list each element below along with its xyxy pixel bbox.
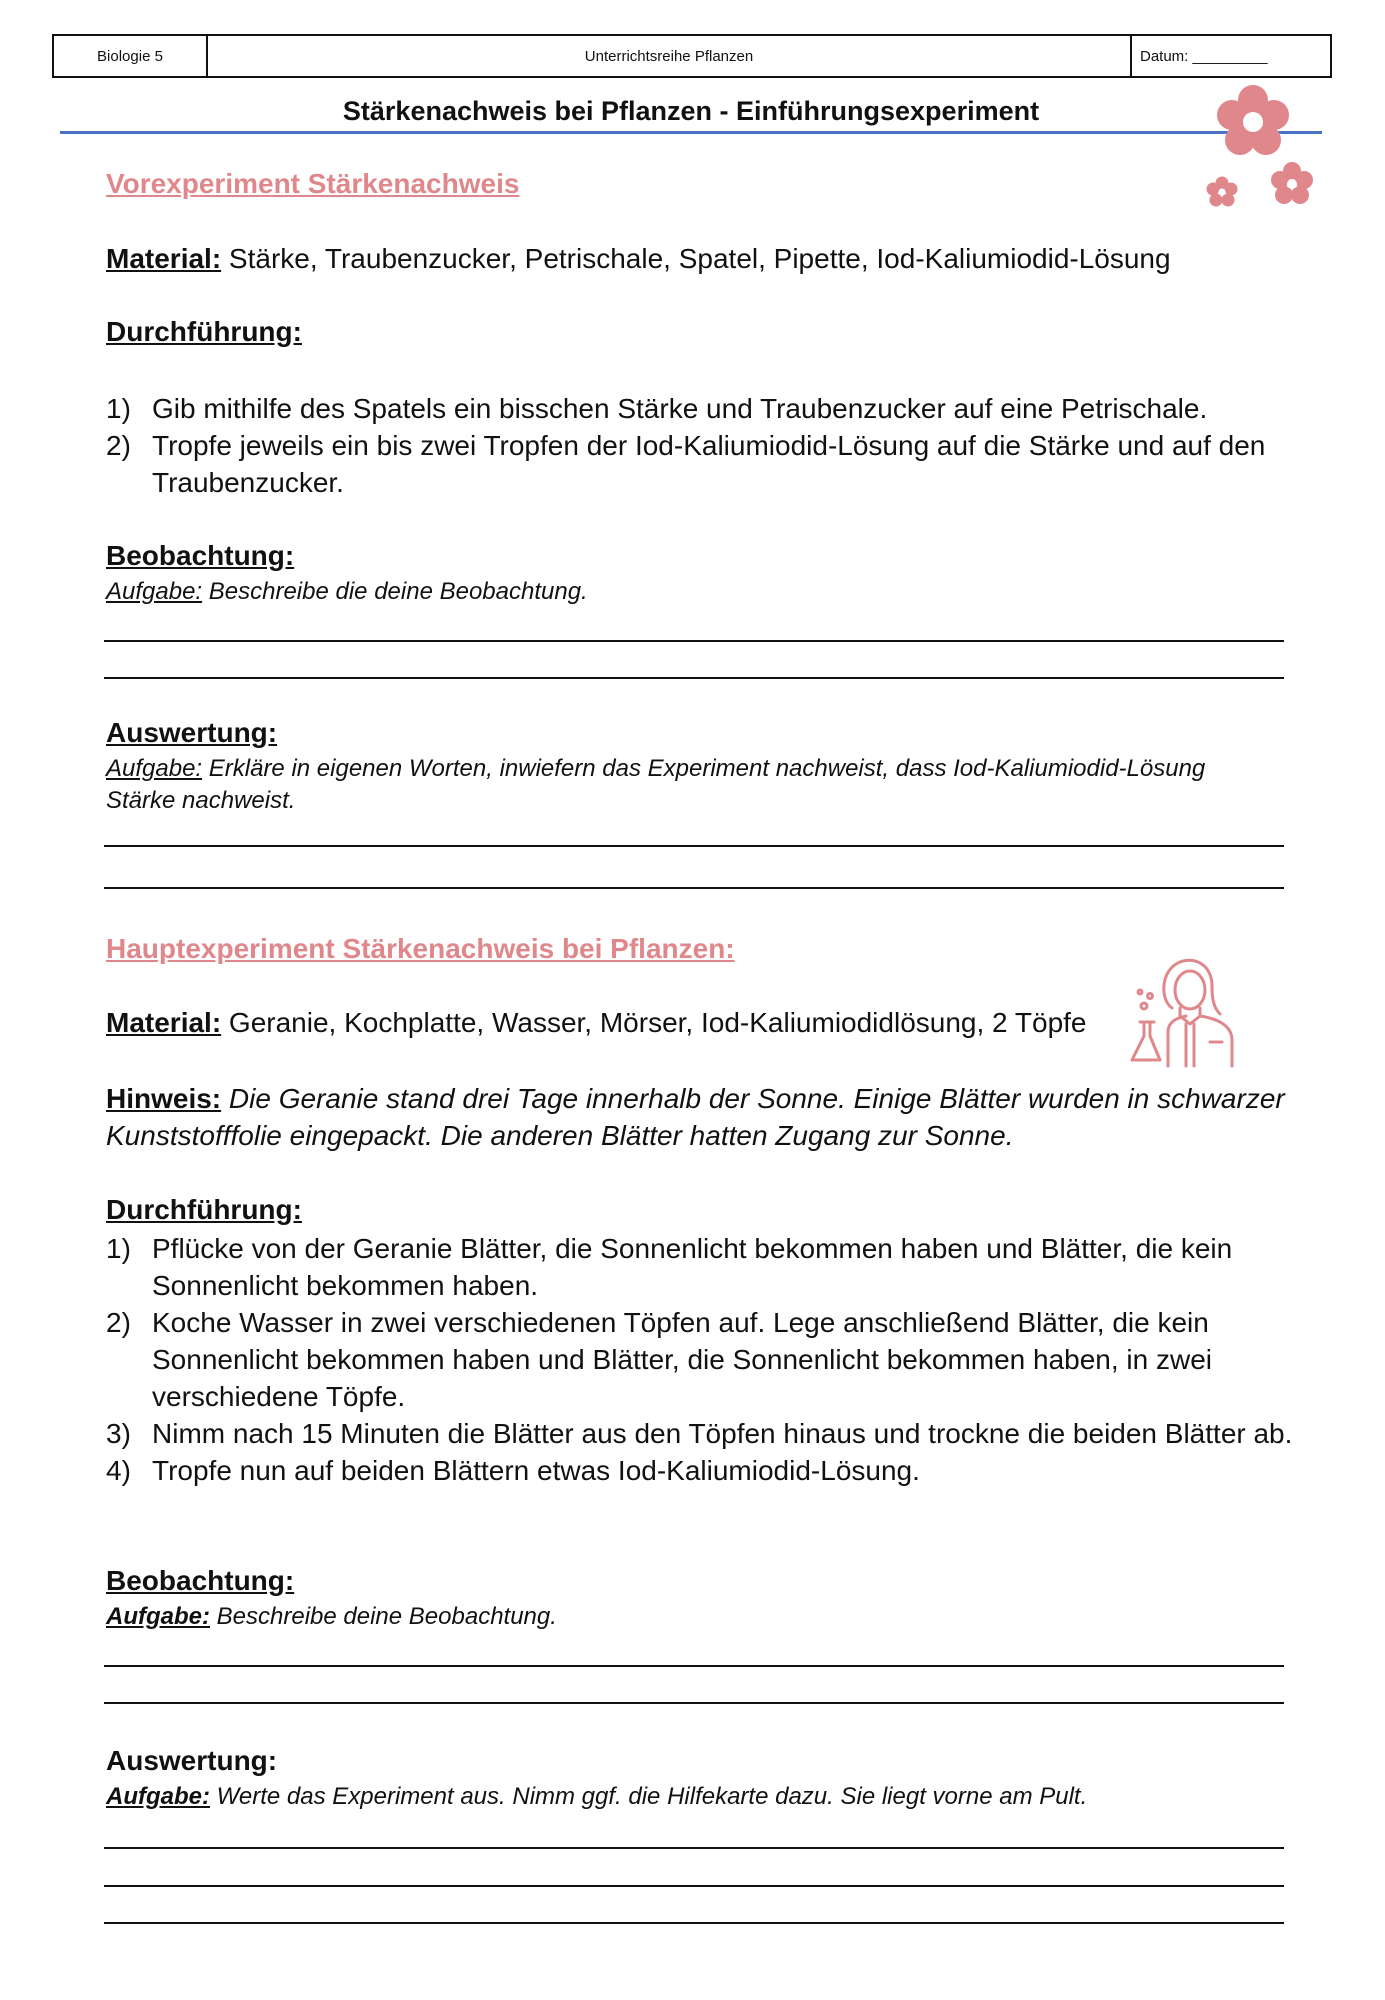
main-section-title: Hauptexperiment Stärkenachweis bei Pflanzen: [106, 933, 735, 964]
pre-procedure-heading: Durchführung: [106, 316, 302, 347]
task-label: Aufgabe: [106, 578, 203, 605]
flowers-icon [1200, 82, 1340, 218]
list-item: 2) Koche Wasser in zwei verschiedenen Töpfen auf. Lege anschließend Blätter, die kein Sonnenlicht bekommen haben und Blätter, die Sonnenlicht bekommen haben, in zwei verschiedene Töpfe. [106, 1307, 1213, 1412]
list-item: 2) Tropfe jeweils ein bis zwei Tropfen der Iod-Kaliumiodid-Lösung auf die Stärke und auf den Traubenzucker. [106, 430, 1266, 498]
main-material [106, 1004, 1126, 1041]
main-observation-task: Aufgabe: Beschreibe deine Beobachtung. [106, 1603, 557, 1630]
pre-evaluation-heading: Auswertung: [106, 717, 278, 748]
list-item: 1) Gib mithilfe des Spatels ein bisschen Stärke und Traubenzucker auf eine Petrischale. [106, 393, 1208, 424]
answer-line[interactable] [104, 640, 1284, 642]
answer-line[interactable] [104, 677, 1284, 679]
answer-line[interactable] [104, 845, 1284, 847]
task-label: Aufgabe: [106, 1603, 210, 1630]
pre-material-label: Material: [106, 243, 222, 274]
list-item: 3) Nimm nach 15 Minuten die Blätter aus den Töpfen hinaus und trockne die beiden Blätter ab. [106, 1418, 1293, 1449]
answer-line[interactable] [104, 1702, 1284, 1704]
main-observation-heading: Beobachtung: [106, 1565, 295, 1596]
main-procedure-heading: Durchführung: [106, 1194, 302, 1225]
header-table [52, 34, 1332, 78]
main-hint-text: Die Geranie stand drei Tage innerhalb der Sonne. Einige Blätter wurden in schwarzer Kunststofffolie eingepackt. Die anderen Blätter hatten Zugang zur Sonne. [106, 1083, 1285, 1151]
pre-steps-list [106, 390, 1306, 501]
header-date: Datum: _________ [1140, 47, 1268, 65]
pre-material [106, 240, 1306, 277]
main-evaluation-task: Aufgabe: Werte das Experiment aus. Nimm ggf. die Hilfekarte dazu. Sie liegt vorne am Pult. [106, 1783, 1088, 1810]
main-steps-list [106, 1230, 1306, 1489]
scientist-icon [1130, 950, 1240, 1068]
task-label: Aufgabe: [106, 755, 203, 782]
answer-line[interactable] [104, 887, 1284, 889]
header-series: Unterrichtsreihe Pflanzen [208, 36, 1132, 76]
list-item: 4) Tropfe nun auf beiden Blättern etwas Iod-Kaliumiodid-Lösung. [106, 1455, 920, 1486]
answer-line[interactable] [104, 1665, 1284, 1667]
answer-line[interactable] [104, 1922, 1284, 1924]
main-hint-label: Hinweis: [106, 1083, 222, 1114]
answer-line[interactable] [104, 1847, 1284, 1849]
pre-observation-heading: Beobachtung: [106, 540, 295, 571]
answer-line[interactable] [104, 1885, 1284, 1887]
main-hint [106, 1080, 1306, 1154]
pre-material-text: Stärke, Traubenzucker, Petrischale, Spatel, Pipette, Iod-Kaliumiodid-Lösung [221, 243, 1171, 274]
main-evaluation-heading: Auswertung: [106, 1745, 278, 1776]
list-item: 1) Pflücke von der Geranie Blätter, die Sonnenlicht bekommen haben und Blätter, die kein Sonnenlicht bekommen haben. [106, 1233, 1233, 1301]
title-divider [60, 131, 1322, 134]
pre-evaluation-task: Aufgabe: Erkläre in eigenen Worten, inwiefern das Experiment nachweist, dass Iod-Kaliumiodid-Lösung Stärke nachweist. [106, 755, 1206, 814]
pre-observation-task: Aufgabe: Beschreibe die deine Beobachtung. [106, 578, 588, 605]
pre-section-title: Vorexperiment Stärkenachweis [106, 168, 520, 199]
task-label: Aufgabe: [106, 1783, 210, 1810]
main-material-label: Material: [106, 1007, 222, 1038]
main-material-text: Geranie, Kochplatte, Wasser, Mörser, Iod-Kaliumiodidlösung, 2 Töpfe [221, 1007, 1087, 1038]
page-title: Stärkenachweis bei Pflanzen - Einführungsexperiment [342, 96, 1040, 126]
header-subject: Biologie 5 [54, 36, 208, 76]
